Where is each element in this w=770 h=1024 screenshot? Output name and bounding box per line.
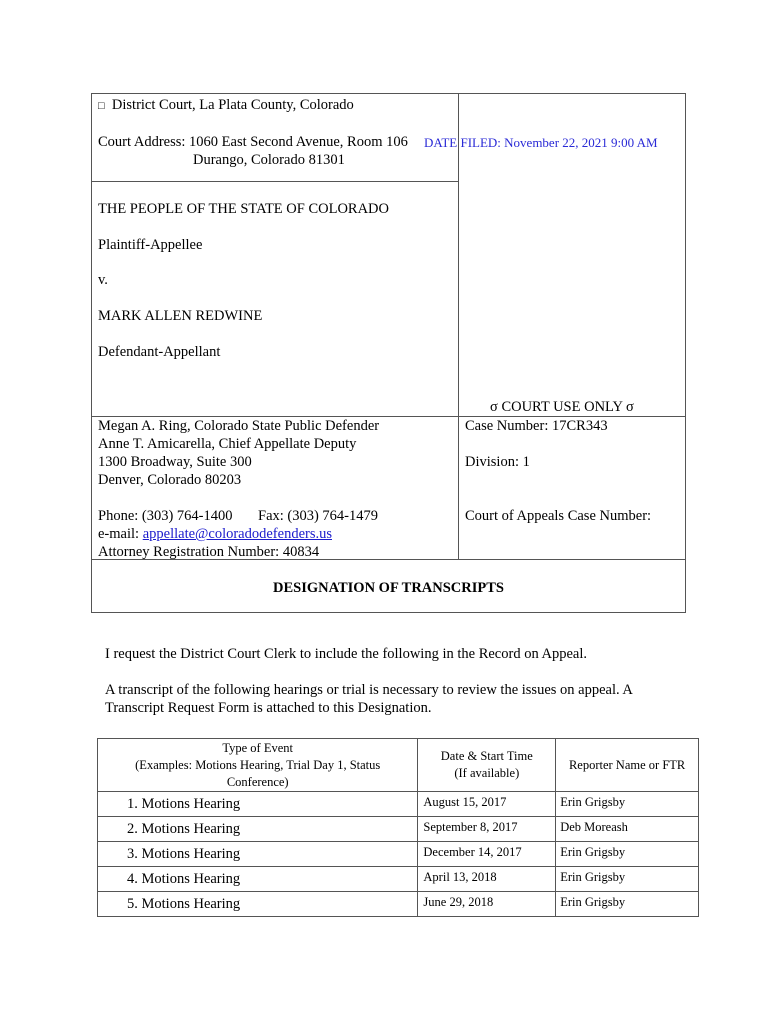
table-row	[98, 792, 699, 817]
date-filed-stamp: DATE FILED: November 22, 2021 9:00 AM	[424, 135, 658, 150]
header-type-of-event	[98, 739, 418, 792]
attorney-line1: Megan A. Ring, Colorado State Public Defender	[98, 418, 380, 434]
row-reporter: Erin Grigsby	[556, 842, 699, 867]
email-label: e-mail:	[98, 526, 143, 542]
email-link[interactable]: appellate@coloradodefenders.us	[142, 526, 332, 542]
court-use-only: σ COURT USE ONLY σ	[490, 399, 634, 415]
row-reporter: Erin Grigsby	[556, 792, 699, 817]
document-title: DESIGNATION OF TRANSCRIPTS	[273, 580, 504, 596]
attorney-line2: Anne T. Amicarella, Chief Appellate Deputy	[98, 436, 357, 452]
attorney-fax: Fax: (303) 764-1479	[258, 508, 379, 524]
case-number: Case Number: 17CR343	[465, 418, 608, 434]
body-paragraph-2-line2: Transcript Request Form is attached to this Designation.	[105, 700, 432, 716]
table-row	[98, 817, 699, 842]
row-event: 4. Motions Hearing	[98, 867, 418, 892]
row-date: June 29, 2018	[418, 892, 556, 917]
appeals-case-number: Court of Appeals Case Number:	[465, 508, 652, 524]
table-header-row	[98, 739, 699, 792]
body-paragraph-1: I request the District Court Clerk to include the following in the Record on Appeal.	[105, 646, 588, 662]
header-date	[418, 739, 556, 792]
versus: v.	[98, 272, 108, 288]
transcript-table	[97, 738, 699, 917]
table-row	[98, 867, 699, 892]
attorney-line4: Denver, Colorado 80203	[98, 472, 242, 488]
header-event-line2: (Examples: Motions Hearing, Trial Day 1, Status	[135, 757, 381, 772]
attorney-registration: Attorney Registration Number: 40834	[98, 544, 320, 560]
defendant-role: Defendant-Appellant	[98, 344, 221, 360]
caption-vertical-divider	[458, 93, 459, 560]
row-date: August 15, 2017	[418, 792, 556, 817]
court-address-line2: Durango, Colorado 81301	[193, 152, 345, 168]
people-heading: THE PEOPLE OF THE STATE OF COLORADO	[98, 201, 389, 217]
checkbox-symbol: □	[98, 100, 105, 112]
attorney-email-line	[98, 525, 332, 543]
row-event: 5. Motions Hearing	[98, 892, 418, 917]
table-row	[98, 892, 699, 917]
plaintiff-role: Plaintiff-Appellee	[98, 237, 203, 253]
row-event: 1. Motions Hearing	[98, 792, 418, 817]
attorney-phone: Phone: (303) 764-1400	[98, 508, 233, 524]
header-date-line2: (If available)	[454, 766, 520, 780]
header-reporter: Reporter Name or FTR	[556, 739, 699, 792]
row-event: 3. Motions Hearing	[98, 842, 418, 867]
body-paragraph-2-line1: A transcript of the following hearings or trial is necessary to review the issues on appeal. A	[105, 682, 633, 698]
header-event-line1: Type of Event	[222, 740, 294, 755]
row-event: 2. Motions Hearing	[98, 817, 418, 842]
defendant-name: MARK ALLEN REDWINE	[98, 308, 263, 324]
court-address-line1: Court Address: 1060 East Second Avenue, Room 106	[98, 134, 408, 150]
division: Division: 1	[465, 454, 530, 470]
attorney-line3: 1300 Broadway, Suite 300	[98, 454, 252, 470]
header-event-line3: Conference)	[226, 774, 289, 789]
court-name-line	[98, 96, 354, 115]
header-date-line1: Date & Start Time	[440, 749, 533, 763]
caption-divider-court	[91, 181, 459, 182]
table-row	[98, 842, 699, 867]
court-name: District Court, La Plata County, Colorado	[111, 97, 354, 113]
row-date: December 14, 2017	[418, 842, 556, 867]
row-reporter: Erin Grigsby	[556, 892, 699, 917]
row-reporter: Erin Grigsby	[556, 867, 699, 892]
row-date: April 13, 2018	[418, 867, 556, 892]
row-reporter: Deb Moreash	[556, 817, 699, 842]
row-date: September 8, 2017	[418, 817, 556, 842]
